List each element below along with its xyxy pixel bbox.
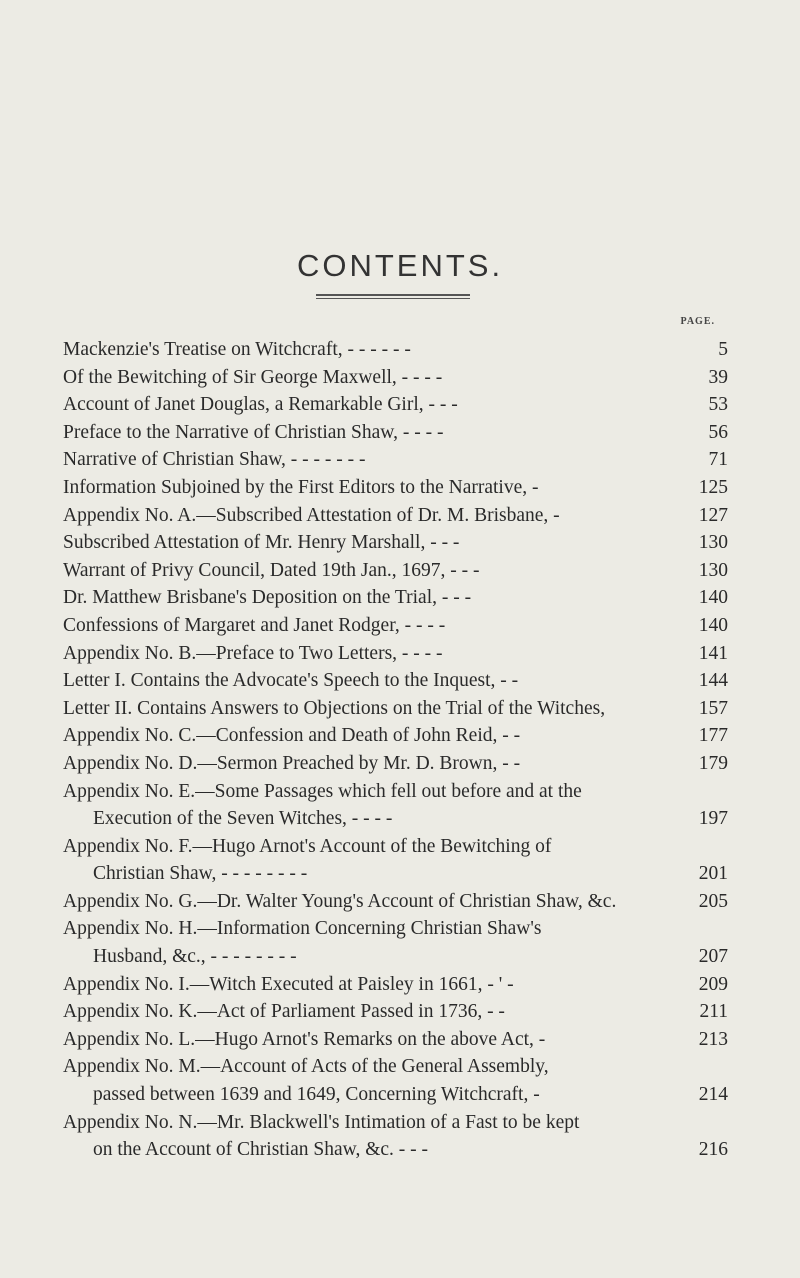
toc-entry-page-number: 177 <box>698 725 728 747</box>
toc-entry-page-number: 157 <box>698 697 728 719</box>
toc-entry-title-line: Account of Janet Douglas, a Remarkable Girl, - - - <box>63 394 458 416</box>
toc-entry-page-number: 140 <box>698 614 728 636</box>
toc-entry-title-line: Confessions of Margaret and Janet Rodger, - - - - <box>63 614 446 636</box>
toc-entry-page-number: 207 <box>698 946 728 968</box>
toc-entry-page-number: 201 <box>698 863 728 885</box>
toc-entry-title <box>63 336 688 364</box>
toc-entry-title-line: Subscribed Attestation of Mr. Henry Marshall, - - - <box>63 532 460 554</box>
toc-entry-page-number: 130 <box>698 532 728 554</box>
toc-entry-page-number: 211 <box>699 1001 728 1023</box>
toc-entry <box>63 474 728 502</box>
toc-entry-title-line: Appendix No. H.—Information Concerning Christian Shaw's <box>63 918 542 940</box>
toc-entry <box>63 584 728 612</box>
table-of-contents <box>63 336 728 1164</box>
toc-entry-title <box>63 778 688 833</box>
toc-entry <box>63 722 728 750</box>
toc-entry <box>63 391 728 419</box>
title-rule <box>316 294 470 296</box>
toc-entry-title <box>63 640 688 668</box>
toc-entry-title <box>63 419 688 447</box>
toc-entry-title <box>63 1053 688 1108</box>
toc-entry-page-number: 130 <box>698 559 728 581</box>
toc-entry-title-line: Mackenzie's Treatise on Witchcraft, - - - - - - <box>63 339 411 360</box>
toc-entry-title <box>63 502 688 530</box>
toc-entry-title <box>63 612 688 640</box>
toc-entry-title <box>63 364 688 392</box>
toc-entry-page-number: 141 <box>698 642 728 664</box>
toc-entry-title-line: Narrative of Christian Shaw, - - - - - - - <box>63 449 366 471</box>
toc-entry <box>63 833 728 888</box>
toc-entry-title <box>63 446 688 474</box>
toc-entry <box>63 888 728 916</box>
toc-entry-title-line: Letter I. Contains the Advocate's Speech to the Inquest, - - <box>63 670 519 692</box>
toc-entry-page-number: 39 <box>708 366 728 388</box>
toc-entry-page-number: 56 <box>708 421 728 443</box>
toc-entry <box>63 529 728 557</box>
toc-entry-page-number: 53 <box>708 394 728 416</box>
toc-entry <box>63 750 728 778</box>
toc-entry <box>63 971 728 999</box>
toc-entry-title-line: Warrant of Privy Council, Dated 19th Jan., 1697, - - - <box>63 559 480 581</box>
toc-entry-title-line: Appendix No. M.—Account of Acts of the General Assembly, <box>63 1056 549 1078</box>
toc-entry-title-line: Appendix No. F.—Hugo Arnot's Account of the Bewitching of <box>63 835 552 857</box>
toc-entry <box>63 446 728 474</box>
page-title: CONTENTS. <box>296 248 504 283</box>
toc-entry-title-line: Appendix No. N.—Mr. Blackwell's Intimation of a Fast to be kept <box>63 1111 580 1133</box>
toc-entry-title-continuation: Execution of the Seven Witches, - - - - <box>93 808 393 830</box>
toc-entry-title-line: Of the Bewitching of Sir George Maxwell, - - - - <box>63 366 443 388</box>
toc-entry-page-number: 179 <box>698 752 728 774</box>
toc-entry-page-number: 205 <box>698 890 728 912</box>
toc-entry-page-number: 125 <box>698 476 728 498</box>
toc-entry-page-number: 144 <box>698 670 728 692</box>
title-rule-thin <box>316 298 470 299</box>
toc-entry-title <box>63 833 688 888</box>
toc-entry-title-continuation: Husband, &c., - - - - - - - - <box>93 946 297 968</box>
toc-entry-title <box>63 474 688 502</box>
toc-entry-page-number: 197 <box>698 808 728 830</box>
toc-entry-title <box>63 722 688 750</box>
toc-entry-title-line: Appendix No. B.—Preface to Two Letters, - - - - <box>63 642 443 664</box>
toc-entry-title <box>63 1026 688 1054</box>
toc-entry <box>63 336 728 364</box>
page-column-label: PAGE. <box>680 316 715 327</box>
toc-entry-page-number: 5 <box>718 339 728 360</box>
toc-entry-title <box>63 667 688 695</box>
toc-entry-title <box>63 1109 688 1164</box>
toc-entry-title <box>63 915 688 970</box>
toc-entry-title <box>63 529 688 557</box>
toc-entry <box>63 557 728 585</box>
toc-entry-title-continuation: on the Account of Christian Shaw, &c. - - - <box>93 1139 429 1161</box>
toc-entry <box>63 640 728 668</box>
toc-entry-page-number: 213 <box>698 1028 728 1050</box>
toc-entry-title <box>63 557 688 585</box>
toc-entry-page-number: 71 <box>708 449 728 471</box>
toc-entry <box>63 695 728 723</box>
toc-entry-title <box>63 998 688 1026</box>
toc-entry <box>63 502 728 530</box>
toc-entry <box>63 1026 728 1054</box>
toc-entry <box>63 778 728 833</box>
toc-entry-page-number: 209 <box>698 973 728 995</box>
toc-entry-title-line: Appendix No. I.—Witch Executed at Paisley in 1661, - ' - <box>63 973 514 995</box>
toc-entry-page-number: 216 <box>698 1139 728 1161</box>
toc-entry <box>63 915 728 970</box>
toc-entry <box>63 612 728 640</box>
toc-entry-title <box>63 584 688 612</box>
toc-entry-title-line: Preface to the Narrative of Christian Shaw, - - - - <box>63 421 444 443</box>
toc-entry-title-continuation: passed between 1639 and 1649, Concerning Witchcraft, - <box>93 1084 540 1106</box>
toc-entry-page-number: 140 <box>698 587 728 609</box>
toc-entry-title <box>63 888 688 916</box>
toc-entry-title-line: Appendix No. L.—Hugo Arnot's Remarks on the above Act, - <box>63 1028 546 1050</box>
toc-entry <box>63 1053 728 1108</box>
toc-entry-title <box>63 750 688 778</box>
toc-entry-title <box>63 971 688 999</box>
toc-entry-title-line: Information Subjoined by the First Editors to the Narrative, - <box>63 476 539 498</box>
toc-entry-title-line: Appendix No. K.—Act of Parliament Passed in 1736, - - <box>63 1001 505 1023</box>
toc-entry-title-line: Letter II. Contains Answers to Objections on the Trial of the Witches, <box>63 697 606 719</box>
toc-entry-title-line: Appendix No. G.—Dr. Walter Young's Account of Christian Shaw, &c. <box>63 890 617 912</box>
toc-entry-title-line: Appendix No. E.—Some Passages which fell out before and at the <box>63 780 582 802</box>
toc-entry <box>63 419 728 447</box>
toc-entry-page-number: 214 <box>698 1084 728 1106</box>
toc-entry-title-continuation: Christian Shaw, - - - - - - - - <box>93 863 308 885</box>
toc-entry-page-number: 127 <box>698 504 728 526</box>
toc-entry <box>63 364 728 392</box>
toc-entry-title-line: Appendix No. A.—Subscribed Attestation of Dr. M. Brisbane, - <box>63 504 560 526</box>
toc-entry <box>63 667 728 695</box>
toc-entry-title-line: Appendix No. C.—Confession and Death of John Reid, - - <box>63 725 521 747</box>
toc-entry <box>63 1109 728 1164</box>
toc-entry-title <box>63 695 688 723</box>
toc-entry-title-line: Dr. Matthew Brisbane's Deposition on the Trial, - - - <box>63 587 472 609</box>
toc-entry <box>63 998 728 1026</box>
toc-entry-title-line: Appendix No. D.—Sermon Preached by Mr. D. Brown, - - <box>63 752 521 774</box>
toc-entry-title <box>63 391 688 419</box>
